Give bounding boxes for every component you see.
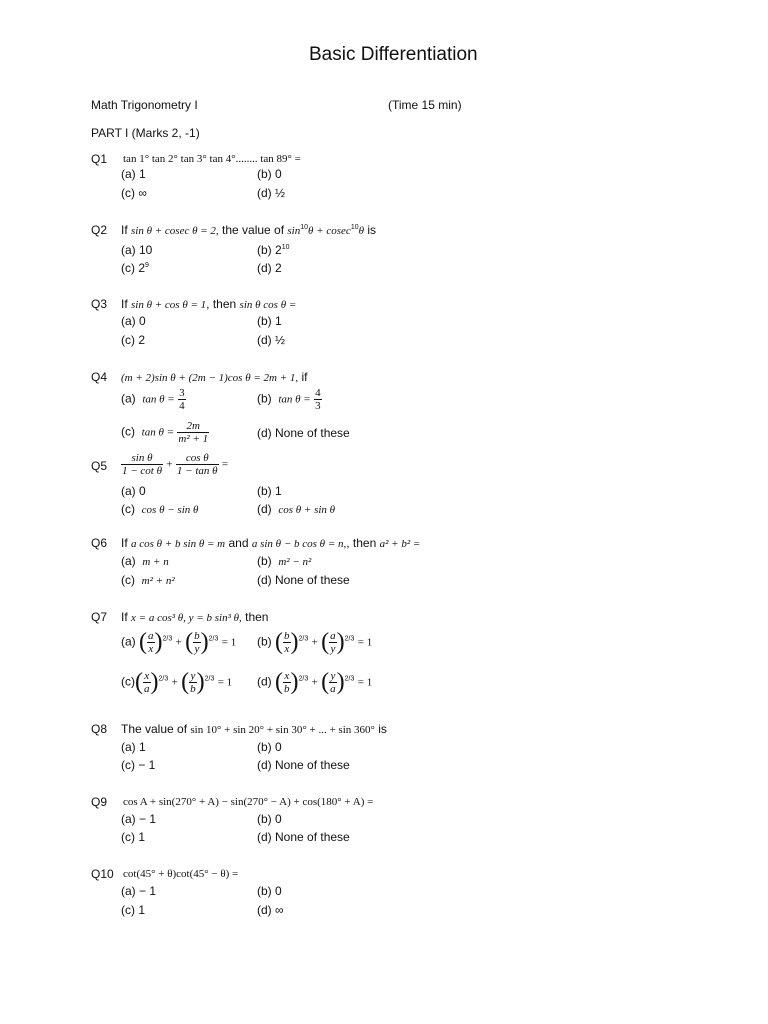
q3-if: If <box>121 297 128 311</box>
subject-label: Math Trigonometry I <box>91 98 198 112</box>
q5-fraction-2 <box>176 452 219 477</box>
q3-number: Q3 <box>91 297 108 311</box>
q7-option-d: (d) ( $\frac{x}{b}$ )$^{2/3}$ + ( $\frac{y}{a}$ )$^{2/3}$ = 1 <box>257 669 373 695</box>
q7-a2-den: y <box>194 643 200 655</box>
q5-option-b: (b) 1 <box>257 484 282 498</box>
q7-b-exp-2: 2/3 <box>344 635 355 643</box>
q5-f2-numerator: cos θ <box>185 452 209 464</box>
q9-option-a: (a) − 1 <box>121 812 157 826</box>
q7-d2-num: y <box>330 670 336 682</box>
q7-option-a: (a) ( $\frac{a}{x}$ )$^{2/3}$ + ( $\frac{b}{y}$ )$^{2/3}$ = 1 <box>121 629 237 655</box>
q7-b2-den: y <box>330 643 336 655</box>
q9-option-d: (d) None of these <box>257 830 350 844</box>
q3-option-b: (b) 1 <box>257 314 282 328</box>
q9-option-c: (c) 1 <box>121 830 145 844</box>
q9-option-b: (b) 0 <box>257 812 282 826</box>
q4-option-b <box>257 387 322 412</box>
q10-option-c: (c) 1 <box>121 903 145 917</box>
q7-then: then <box>241 610 269 624</box>
q1-option-b: (b) 0 <box>257 167 282 181</box>
q7-a-equals: = 1 <box>221 636 237 649</box>
q4-c-denominator: m² + 1 <box>178 433 209 445</box>
q2-cosec: θ + cosec <box>308 225 351 237</box>
q5-fraction-1 <box>121 452 163 477</box>
q4-option-c <box>121 420 209 445</box>
q6-option-a <box>121 554 169 568</box>
q5-c-label: (c) <box>121 502 135 516</box>
q4-b-label: (b) <box>257 391 272 406</box>
q7-b1-num: b <box>284 630 290 642</box>
q7-d1-den: b <box>284 683 290 695</box>
q4-equation: (m + 2)sin θ + (2m − 1)cos θ = 2m + 1, <box>121 372 299 384</box>
q5-number: Q5 <box>91 459 108 473</box>
q6-then: , then <box>346 536 377 550</box>
q7-d-exp-1: 2/3 <box>298 675 309 683</box>
q5-plus: + <box>166 458 173 471</box>
q7-c-exp-1: 2/3 <box>158 675 169 683</box>
q6-b-math: m² − n² <box>278 556 312 568</box>
q7-b1-den: x <box>284 643 290 655</box>
q2-number: Q2 <box>91 223 108 237</box>
q3-condition: sin θ + cos θ = 1 <box>131 299 207 311</box>
q3-expression: sin θ cos θ = <box>239 299 297 311</box>
q6-c-label: (c) <box>121 573 135 587</box>
q2-mid: the value of <box>218 223 288 237</box>
q4-option-d: (d) None of these <box>257 426 350 440</box>
q7-d-frac-1 <box>283 670 291 695</box>
part-heading: PART I (Marks 2, -1) <box>91 126 200 140</box>
q4-c-fraction <box>177 420 209 445</box>
q3-option-a: (a) 0 <box>121 314 146 328</box>
q5-f1-numerator: sin θ <box>131 452 153 464</box>
q7-d1-num: x <box>284 670 290 682</box>
q9-number: Q9 <box>91 795 108 809</box>
q1-option-d: (d) ½ <box>257 186 286 200</box>
q2-stem <box>121 223 376 237</box>
q10-option-b: (b) 0 <box>257 884 282 898</box>
q7-if: If <box>121 610 128 624</box>
q5-option-a: (a) 0 <box>121 484 146 498</box>
q2-is: is <box>367 223 377 237</box>
q6-option-d: (d) None of these <box>257 573 350 587</box>
q7-option-c: (c)( $\frac{x}{a}$ )$^{2/3}$ + ( $\frac{y}{b}$ )$^{2/3}$ = 1 <box>121 669 233 695</box>
q2-sup-2: 10 <box>350 224 359 231</box>
q1-number: Q1 <box>91 152 108 166</box>
q2-option-d: (d) 2 <box>257 261 282 275</box>
q8-is: is <box>378 722 387 736</box>
q6-expression: a² + b² = <box>379 538 421 550</box>
q6-a-label: (a) <box>121 554 136 568</box>
q6-option-b <box>257 554 311 568</box>
q2-sin: sin <box>287 225 301 237</box>
q10-option-d: (d) ∞ <box>257 903 284 917</box>
q7-a-exp-2: 2/3 <box>208 635 219 643</box>
q8-series: sin 10° + sin 20° + sin 30° + ... + sin 360° <box>190 724 375 736</box>
q6-stem <box>121 536 420 550</box>
q4-if: if <box>298 370 308 384</box>
q3-option-c: (c) 2 <box>121 333 145 347</box>
q10-option-a: (a) − 1 <box>121 884 157 898</box>
q4-a-label: (a) <box>121 391 136 406</box>
q4-c-numerator: 2m <box>186 420 200 432</box>
q4-option-a <box>121 387 186 412</box>
q7-option-b: (b) ( $\frac{b}{x}$ )$^{2/3}$ + ( $\frac{a}{y}$ )$^{2/3}$ = 1 <box>257 629 373 655</box>
q2-option-c <box>121 261 149 275</box>
q4-b-math: tan θ = <box>278 393 311 406</box>
q7-c-plus: + <box>171 676 178 689</box>
q7-condition: x = a cos³ θ, y = b sin³ θ, <box>131 612 242 624</box>
q2-theta: θ <box>358 225 365 237</box>
q7-c-label: (c) <box>121 674 135 689</box>
q7-c2-den: b <box>190 683 196 695</box>
q7-d-frac-2 <box>329 670 337 695</box>
q7-a-frac-1 <box>147 630 155 655</box>
q1-option-a: (a) 1 <box>121 167 146 181</box>
q2-option-b <box>257 243 289 257</box>
q6-condition-1: a cos θ + b sin θ = m <box>131 538 226 550</box>
q5-f1-denominator: 1 − cot θ <box>122 465 163 477</box>
q9-stem: cos A + sin(270° + A) − sin(270° − A) + cos(180° + A) = <box>123 796 374 808</box>
q4-number: Q4 <box>91 370 108 384</box>
q4-c-label: (c) <box>121 424 135 439</box>
q7-c2-num: y <box>190 670 196 682</box>
q2-sup-1: 10 <box>300 224 309 231</box>
q6-and: and <box>228 536 249 550</box>
q3-then: , then <box>206 297 237 311</box>
q7-c-exp-2: 2/3 <box>204 675 215 683</box>
q7-a1-den: x <box>148 643 154 655</box>
q7-b-frac-1 <box>283 630 291 655</box>
q8-option-d: (d) None of these <box>257 758 350 772</box>
q6-b-label: (b) <box>257 554 272 568</box>
q7-a-label: (a) <box>121 634 136 649</box>
q7-stem <box>121 610 268 624</box>
q6-condition-2: a sin θ − b cos θ = n, <box>251 538 347 550</box>
q4-stem <box>121 370 308 384</box>
q8-option-b: (b) 0 <box>257 740 282 754</box>
q7-c-equals: = 1 <box>217 676 233 689</box>
q2-c-label: (c) 2 <box>121 261 145 275</box>
q7-c-frac-1 <box>143 670 151 695</box>
q7-a-frac-2 <box>193 630 201 655</box>
q2-b-sup: 10 <box>281 244 290 251</box>
q4-a-math: tan θ = <box>142 393 175 406</box>
time-label: (Time 15 min) <box>388 98 462 112</box>
q4-a-fraction <box>178 387 186 412</box>
q8-number: Q8 <box>91 722 108 736</box>
q2-c-sup: 9 <box>145 262 149 269</box>
q10-number: Q10 <box>91 867 114 881</box>
q7-b-frac-2 <box>329 630 337 655</box>
q7-d2-den: a <box>330 683 336 695</box>
q7-b-equals: = 1 <box>357 636 373 649</box>
q7-a2-num: b <box>194 630 200 642</box>
q6-c-math: m² + n² <box>141 575 175 587</box>
q7-d-label: (d) <box>257 674 272 689</box>
q5-option-c <box>121 502 198 516</box>
q7-c1-den: a <box>144 683 150 695</box>
q7-a-plus: + <box>175 636 182 649</box>
q5-d-label: (d) <box>257 502 272 516</box>
q5-stem <box>121 452 228 477</box>
q4-b-denominator: 3 <box>315 400 321 412</box>
q7-d-plus: + <box>311 676 318 689</box>
q6-number: Q6 <box>91 536 108 550</box>
q2-condition: sin θ + cosec θ = 2, <box>131 225 219 237</box>
q7-c1-num: x <box>144 670 150 682</box>
q8-option-a: (a) 1 <box>121 740 146 754</box>
q4-a-numerator: 3 <box>179 387 185 399</box>
q8-option-c: (c) − 1 <box>121 758 156 772</box>
q5-equals: = <box>221 458 229 471</box>
q8-stem <box>121 722 387 736</box>
q6-option-c <box>121 573 175 587</box>
q7-a-exp-1: 2/3 <box>162 635 173 643</box>
q3-stem <box>121 297 296 311</box>
q1-option-c: (c) ∞ <box>121 186 147 200</box>
q2-b-label: (b) 2 <box>257 243 282 257</box>
q1-stem: tan 1° tan 2° tan 3° tan 4°........ tan 89° = <box>123 153 301 165</box>
q4-a-denominator: 4 <box>179 400 185 412</box>
q5-c-math: cos θ − sin θ <box>141 504 199 516</box>
page-title: Basic Differentiation <box>309 44 478 65</box>
q6-a-math: m + n <box>142 556 169 568</box>
q7-c-frac-2 <box>189 670 197 695</box>
q4-b-numerator: 4 <box>315 387 321 399</box>
q7-a1-num: a <box>148 630 154 642</box>
q4-b-fraction <box>314 387 322 412</box>
q7-b2-num: a <box>330 630 336 642</box>
q10-stem: cot(45° + θ)cot(45° − θ) = <box>123 868 239 880</box>
q8-lead: The value of <box>121 722 188 736</box>
q7-d-equals: = 1 <box>357 676 373 689</box>
q4-c-math: tan θ = <box>141 426 175 439</box>
q7-b-plus: + <box>311 636 318 649</box>
q7-b-label: (b) <box>257 634 272 649</box>
q5-option-d <box>257 502 335 516</box>
q7-d-exp-2: 2/3 <box>344 675 355 683</box>
q7-number: Q7 <box>91 610 108 624</box>
q7-b-exp-1: 2/3 <box>298 635 309 643</box>
q5-f2-denominator: 1 − tan θ <box>176 465 218 477</box>
q6-if: If <box>121 536 128 550</box>
q2-option-a: (a) 10 <box>121 243 153 257</box>
q5-d-math: cos θ + sin θ <box>278 504 336 516</box>
q2-if: If <box>121 223 128 237</box>
q3-option-d: (d) ½ <box>257 333 286 347</box>
